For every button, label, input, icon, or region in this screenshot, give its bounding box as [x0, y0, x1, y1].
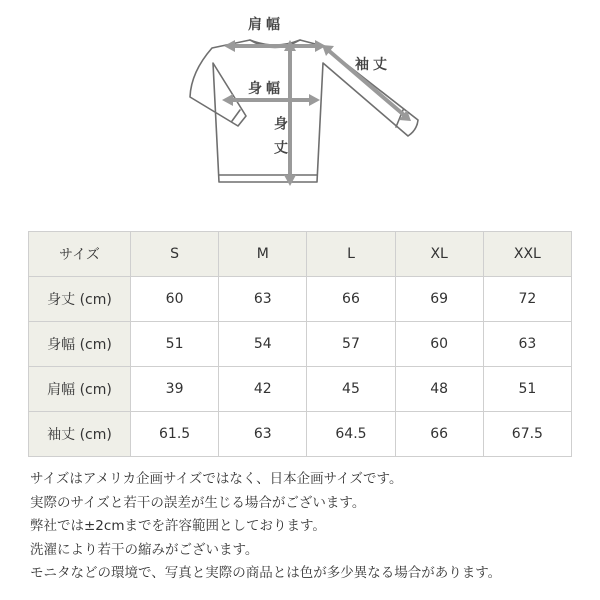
- note-line: 弊社では±2cmまでを許容範囲としております。: [30, 518, 326, 535]
- table-cell: 63: [219, 277, 307, 322]
- table-header-row: [29, 232, 572, 277]
- table-cell: 54: [219, 322, 307, 367]
- table-header-cell: XL: [395, 232, 483, 277]
- size-notes: [30, 468, 575, 586]
- table-cell: 48: [395, 367, 483, 412]
- shirt-illustration: [0, 0, 600, 205]
- table-row: [29, 367, 572, 412]
- table-cell: 51: [131, 322, 219, 367]
- table-row: [29, 322, 572, 367]
- row-label: 肩幅 (cm): [29, 367, 131, 412]
- left-cuff: [232, 110, 240, 121]
- table-cell: 63: [483, 322, 571, 367]
- note-line: サイズはアメリカ企画サイズではなく、日本企画サイズです。: [30, 471, 403, 487]
- body-width-label: 身幅: [248, 81, 284, 97]
- table-header-cell: L: [307, 232, 395, 277]
- table-cell: 60: [131, 277, 219, 322]
- table-cell: 67.5: [483, 412, 571, 457]
- row-label: 身幅 (cm): [29, 322, 131, 367]
- note-line: モニタなどの環境で、写真と実際の商品とは色が多少異なる場合があります。: [30, 565, 502, 582]
- table-header-cell: M: [219, 232, 307, 277]
- note-line: 洗濯により若干の縮みがございます。: [30, 541, 259, 558]
- note-line: 実際のサイズと若干の誤差が生じる場合がございます。: [30, 494, 366, 511]
- table-header-cell: XXL: [483, 232, 571, 277]
- table-cell: 39: [131, 367, 219, 412]
- row-label: 袖丈 (cm): [29, 412, 131, 457]
- table-cell: 64.5: [307, 412, 395, 457]
- table-header-cell: S: [131, 232, 219, 277]
- table-cell: 72: [483, 277, 571, 322]
- table-cell: 45: [307, 367, 395, 412]
- table-cell: 63: [219, 412, 307, 457]
- measurement-diagram: [0, 0, 600, 205]
- table-cell: 69: [395, 277, 483, 322]
- table-cell: 51: [483, 367, 571, 412]
- body-length-label: 身丈: [272, 116, 288, 164]
- table-cell: 42: [219, 367, 307, 412]
- table-cell: 66: [307, 277, 395, 322]
- table-cell: 60: [395, 322, 483, 367]
- table-cell: 66: [395, 412, 483, 457]
- table-cell: 57: [307, 322, 395, 367]
- row-label: 身丈 (cm): [29, 277, 131, 322]
- table-header-cell: サイズ: [29, 232, 131, 277]
- table-cell: 61.5: [131, 412, 219, 457]
- sleeve-length-label: 袖丈: [355, 57, 391, 73]
- table-row: [29, 412, 572, 457]
- shoulder-width-label: 肩幅: [248, 17, 284, 33]
- size-table: [28, 231, 572, 457]
- table-row: [29, 277, 572, 322]
